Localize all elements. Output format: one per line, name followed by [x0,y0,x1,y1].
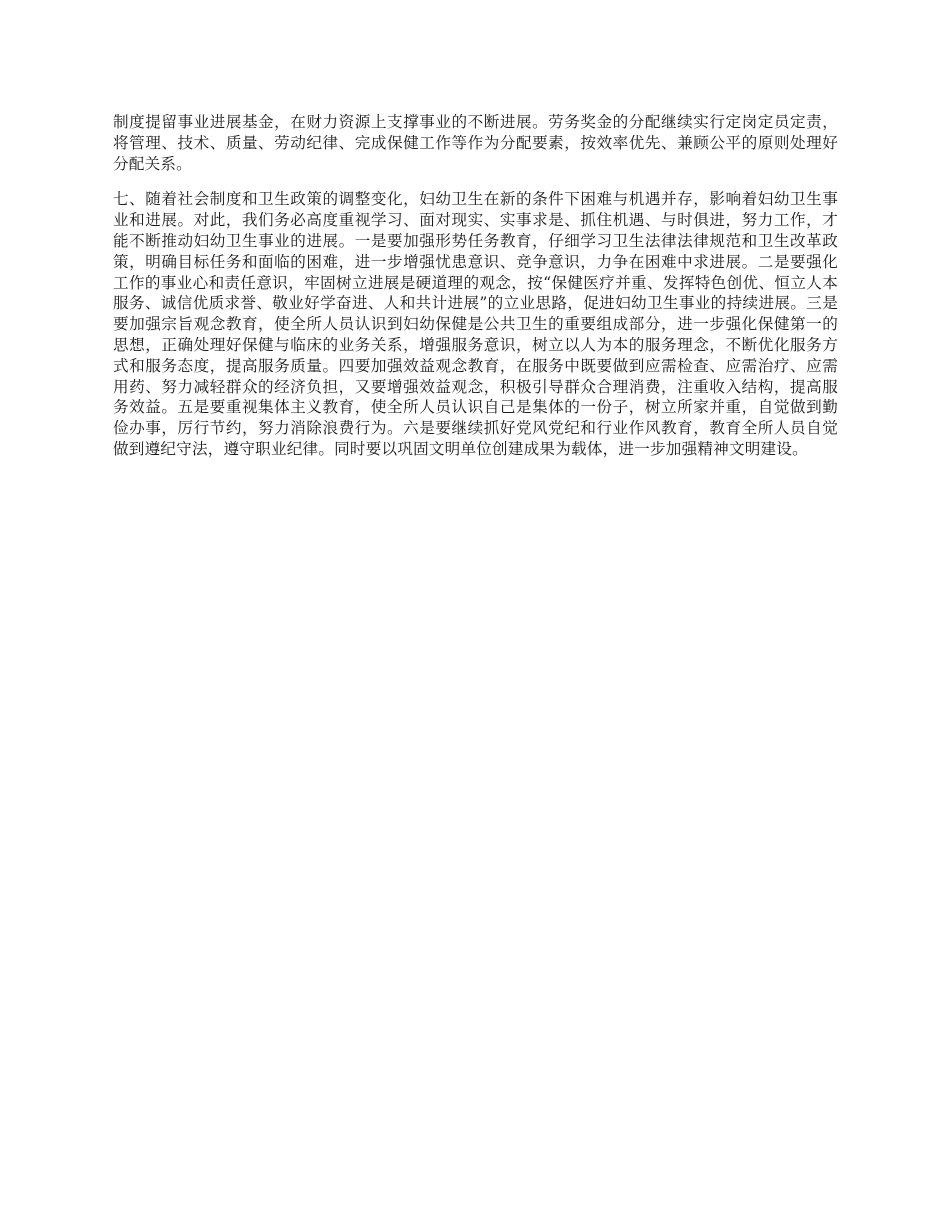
paragraph-seven-development-measures: 七、随着社会制度和卫生政策的调整变化，妇幼卫生在新的条件下困难与机遇并存，影响着妇幼卫生事业和进展。对此，我们务必高度重视学习、面对现实、实事求是、抓住机遇、与时俱进，努力工作，才能不断推动妇幼卫生事业的进展。一是要加强形势任务教育，仔细学习卫生法律法律规范和卫生改革政策，明确目标任务和面临的困难，进一步增强忧患意识、竞争意识，力争在困难中求进展。二是要强化工作的事业心和责任意识，牢固树立进展是硬道理的观念，按“保健医疗并重、发挥特色创优、恒立人本服务、诚信优质求誉、敬业好学奋进、人和共计进展”的立业思路，促进妇幼卫生事业的持续进展。三是要加强宗旨观念教育，使全所人员认识到妇幼保健是公共卫生的重要组成部分，进一步强化保健第一的思想，正确处理好保健与临床的业务关系，增强服务意识，树立以人为本的服务理念，不断优化服务方式和服务态度，提高服务质量。四要加强效益观念教育，在服务中既要做到应需检查、应需治疗、应需用药、努力减轻群众的经济负担，又要增强效益观念，积极引导群众合理消费，注重收入结构，提高服务效益。五是要重视集体主义教育，使全所人员认识自己是集体的一份子，树立所家并重，自觉做到勤俭办事，厉行节约，努力消除浪费行为。六是要继续抓好党风党纪和行业作风教育，教育全所人员自觉做到遵纪守法，遵守职业纪律。同时要以巩固文明单位创建成果为载体，进一步加强精神文明建设。 [113,190,838,458]
document-body [113,112,838,460]
paragraph-funding-distribution: 制度提留事业进展基金，在财力资源上支撑事业的不断进展。劳务奖金的分配继续实行定岗定员定责，将管理、技术、质量、劳动纪律、完成保健工作等作为分配要素，按效率优先、兼顾公平的原则处理好分配关系。 [113,113,838,173]
